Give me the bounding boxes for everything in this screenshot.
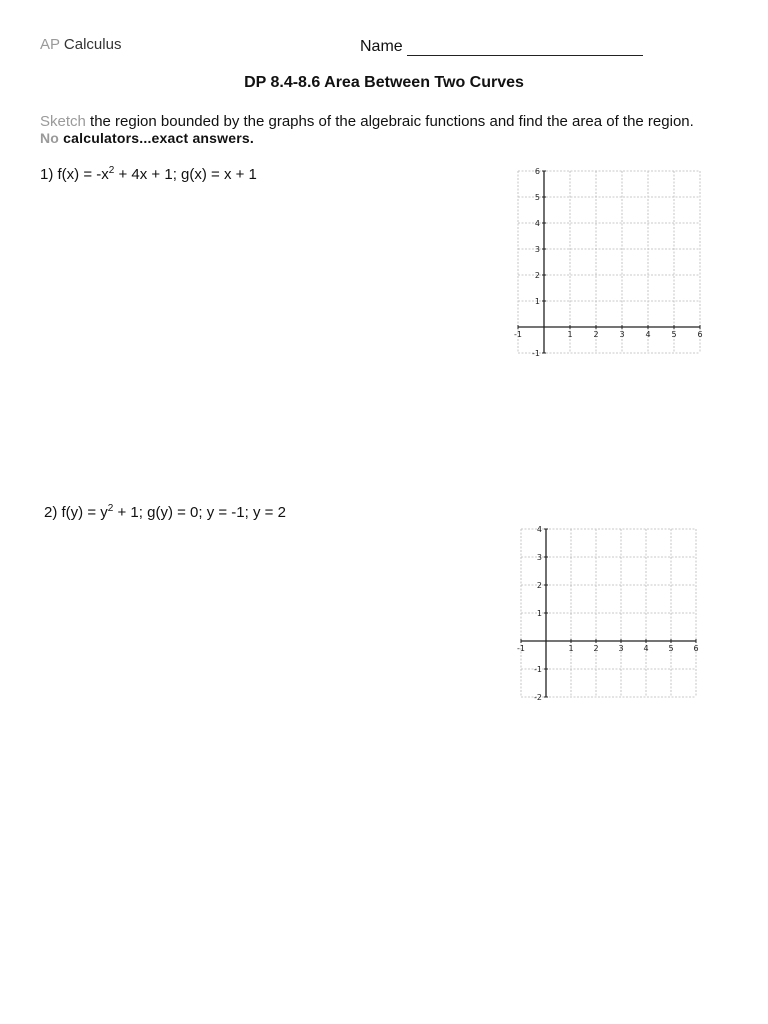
instructions-line-2-faded: No: [40, 130, 60, 146]
instructions-line-1-faded: Sketch: [40, 113, 86, 130]
name-blank-line[interactable]: [407, 39, 643, 56]
problem-1-statement: [40, 165, 257, 183]
name-field: [360, 38, 643, 56]
problem-1-g-part: + 4x + 1; g(x) = x + 1: [114, 166, 257, 183]
problem-2-graph-grid[interactable]: [512, 520, 712, 710]
problem-2-rest: + 1; g(y) = 0; y = -1; y = 2: [113, 504, 286, 521]
y-tick-label: 5: [534, 193, 540, 202]
x-tick-label: -1: [517, 644, 525, 653]
y-tick-label: 1: [536, 609, 542, 618]
y-tick-label: -1: [532, 349, 540, 358]
y-tick-label: 6: [534, 167, 540, 176]
y-tick-label: 4: [534, 219, 540, 228]
x-tick-label: 3: [618, 644, 624, 653]
x-tick-label: 3: [619, 330, 625, 339]
course-label-rest: Calculus: [59, 36, 122, 53]
problem-2-statement: [44, 503, 286, 521]
y-tick-label: 2: [536, 581, 542, 590]
problem-1-number: 1): [40, 166, 54, 183]
worksheet-title: DP 8.4-8.6 Area Between Two Curves: [244, 74, 524, 91]
problem-1-exponent: 2: [108, 165, 115, 176]
problem-1-f-part: f(x) = -x: [53, 166, 109, 183]
x-tick-label: 1: [567, 330, 573, 339]
x-tick-label: 1: [568, 644, 574, 653]
instructions-line-1: [40, 113, 694, 130]
instructions-line-1-rest: the region bounded by the graphs of the algebraic functions and find the area of the region.: [85, 113, 694, 130]
x-tick-label: 5: [671, 330, 677, 339]
course-label: [40, 36, 121, 53]
name-label: Name: [360, 38, 403, 55]
y-tick-label: 3: [534, 245, 540, 254]
problem-2-f-part: f(y) = y: [57, 504, 108, 521]
problem-2-number: 2): [44, 504, 58, 521]
instructions-line-2: [40, 130, 254, 146]
x-tick-label: 2: [593, 644, 599, 653]
x-tick-label: 6: [697, 330, 703, 339]
instructions-line-2-rest: calculators...exact answers.: [59, 130, 254, 146]
problem-1-graph-grid[interactable]: [510, 160, 710, 360]
y-tick-label: 1: [534, 297, 540, 306]
x-tick-label: -1: [514, 330, 522, 339]
y-tick-label: 4: [536, 525, 542, 534]
y-tick-label: 2: [534, 271, 540, 280]
x-tick-label: 4: [643, 644, 649, 653]
y-tick-label: -1: [534, 665, 542, 674]
course-label-faded: AP: [40, 36, 60, 53]
x-tick-label: 6: [693, 644, 699, 653]
x-tick-label: 2: [593, 330, 599, 339]
y-tick-label: -2: [534, 693, 542, 702]
y-tick-label: 3: [536, 553, 542, 562]
problem-2-exponent: 2: [107, 503, 114, 514]
x-tick-label: 4: [645, 330, 651, 339]
x-tick-label: 5: [668, 644, 674, 653]
